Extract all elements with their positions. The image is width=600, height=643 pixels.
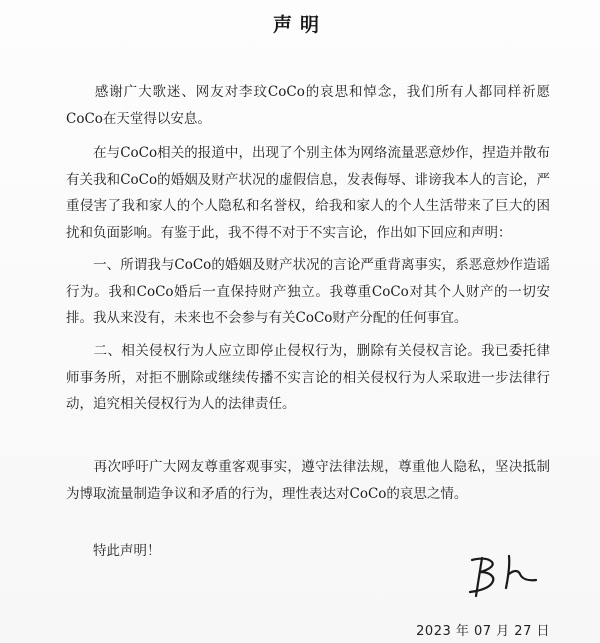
paragraph-thanks: 感谢广大歌迷、网友对李玟CoCo的哀思和悼念，我们所有人都同样祈愿CoCo在天堂得以安息。 bbox=[66, 84, 550, 127]
paragraph-point-one: 一、所谓我与CoCo的婚姻及财产状况的言论严重背离事实，系恶意炒作造谣行为。我和CoCo婚后一直保持财产独立。我尊重CoCo对其个人财产的一切安排。我从来没有，未来也不会参与有关CoCo财产分配的任何事宜。 bbox=[66, 257, 550, 326]
handwritten-signature bbox=[462, 548, 552, 600]
paragraph-closing: 特此声明！ bbox=[66, 543, 161, 559]
paragraph-point-two: 二、相关侵权行为人应立即停止侵权行为，删除有关侵权言论。我已委托律师事务所，对拒不删除或继续传播不实言论的相关侵权行为人采取进一步法律行动，追究相关侵权行为人的法律责任。 bbox=[66, 343, 550, 412]
document-date: 2023 年 07 月 27 日 bbox=[416, 624, 550, 639]
paragraph-background: 在与CoCo相关的报道中，出现了个别主体为网络流量恶意炒作，捏造并散布有关我和CoCo的婚姻及财产状况的虚假信息，发表侮辱、诽谤我本人的言论，严重侵害了我和家人的个人隐私和名誉权，给我和家人的个人生活带来了巨大的困扰和负面影响。有鉴于此，我不得不对于不实言论，作出如下回应和声明： bbox=[66, 145, 550, 241]
paragraph-appeal: 再次呼吁广大网友尊重客观事实，遵守法律法规，尊重他人隐私，坚决抵制为博取流量制造争议和矛盾的行为，理性表达对CoCo的哀思之情。 bbox=[66, 459, 550, 502]
document-title: 声明 bbox=[272, 14, 327, 36]
